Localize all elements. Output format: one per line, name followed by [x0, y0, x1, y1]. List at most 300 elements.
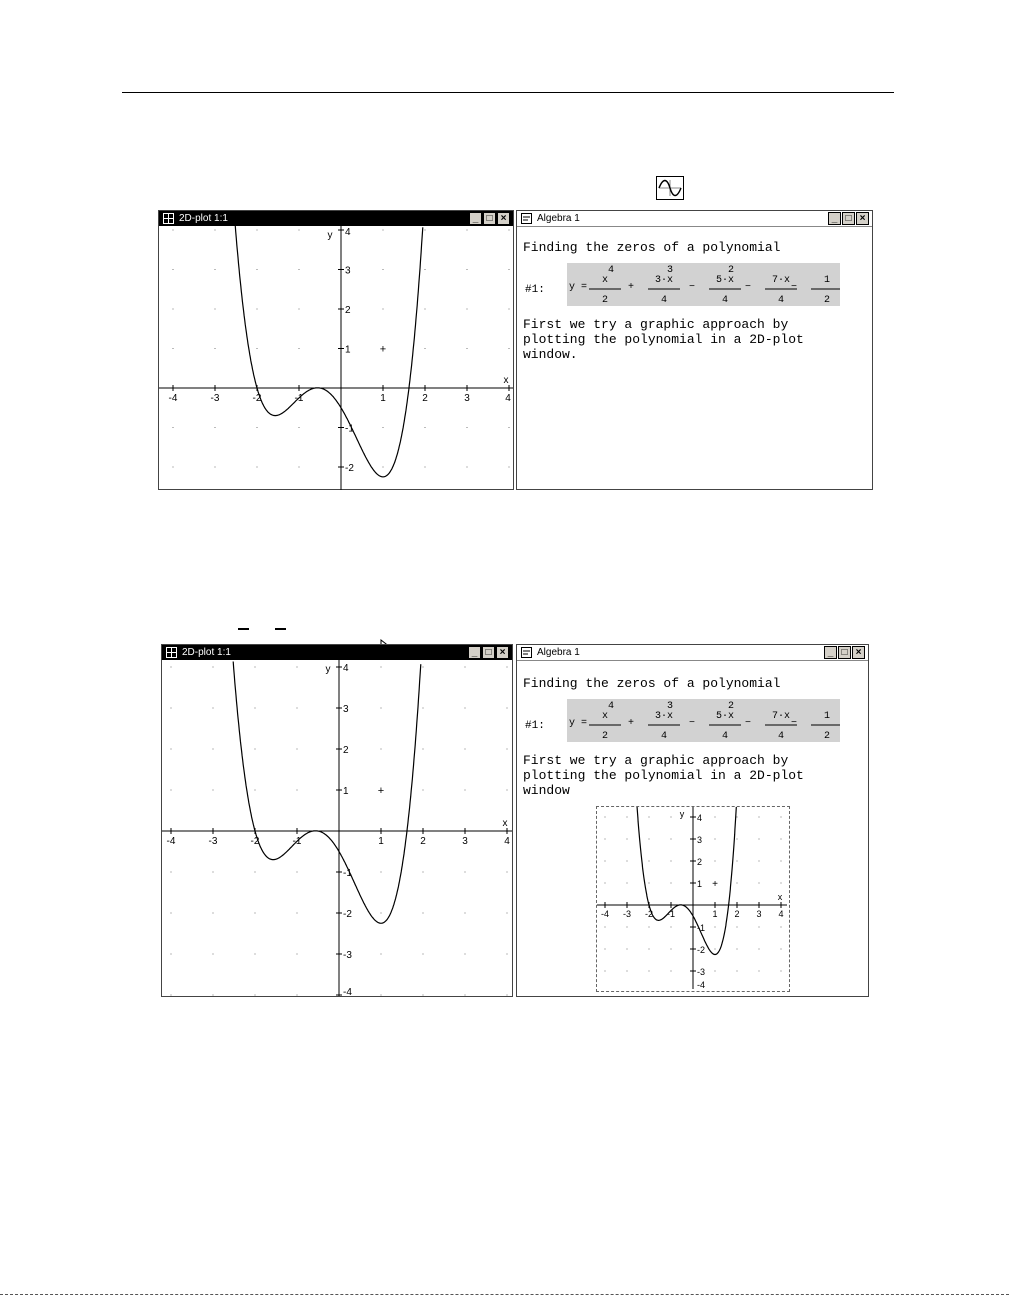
expression-numerator: 1: [823, 711, 831, 722]
expression-operator: −: [688, 718, 696, 729]
grid-dot: [215, 467, 216, 468]
expression-exponent: 2: [727, 701, 735, 712]
expression-denominator: 4: [660, 295, 668, 306]
y-tick-label: -2: [345, 463, 354, 474]
grid-dot: [423, 708, 424, 709]
grid-dot: [507, 667, 508, 668]
y-tick-label: -2: [343, 909, 352, 920]
expression-lhs: y =: [569, 718, 588, 729]
expression-denominator: 2: [601, 295, 609, 306]
grid-dot: [171, 708, 172, 709]
grid-dot: [759, 883, 760, 884]
grid-dot: [605, 927, 606, 928]
expression-denominator: 2: [823, 731, 831, 742]
grid-dot: [423, 995, 424, 996]
text-line: First we try a graphic approach by: [523, 753, 789, 768]
grid-dot: [467, 309, 468, 310]
grid-dot: [297, 667, 298, 668]
grid-dot: [173, 269, 174, 270]
grid-dot: [173, 467, 174, 468]
y-tick-label: 4: [343, 663, 349, 674]
grid-dot: [781, 817, 782, 818]
grid-dot: [649, 839, 650, 840]
expression-exponent: 3: [666, 701, 674, 712]
grid-dot: [671, 971, 672, 972]
grid-dot: [737, 839, 738, 840]
grid-dot: [507, 954, 508, 955]
expression-exponent: 4: [607, 265, 615, 276]
expression-numerator: 3·x: [654, 275, 674, 286]
y-tick-label: 2: [345, 305, 351, 316]
grid-dot: [649, 883, 650, 884]
expression-lhs: y =: [569, 282, 588, 293]
grid-dot: [627, 949, 628, 950]
expression-numerator: 1: [823, 275, 831, 286]
cross-marker: +: [377, 785, 385, 797]
grid-dot: [627, 861, 628, 862]
grid-dot: [671, 839, 672, 840]
grid-dot: [507, 913, 508, 914]
grid-dot: [381, 749, 382, 750]
grid-dot: [737, 949, 738, 950]
grid-dot: [215, 269, 216, 270]
grid-dot: [649, 861, 650, 862]
grid-dot: [383, 427, 384, 428]
plot-toolbar-icon[interactable]: [656, 176, 684, 200]
grid-dot: [381, 954, 382, 955]
grid-dot: [423, 790, 424, 791]
grid-dot: [509, 309, 510, 310]
grid-dot: [171, 872, 172, 873]
grid-dot: [759, 927, 760, 928]
window-title: 2D-plot 1:1: [182, 647, 231, 658]
x-tick-label: 1: [380, 393, 386, 404]
grid-dot: [255, 790, 256, 791]
grid-dot: [173, 348, 174, 349]
grid-dot: [465, 708, 466, 709]
grid-dot: [215, 427, 216, 428]
expression-operator: −: [790, 282, 798, 293]
grid-dot: [257, 309, 258, 310]
text-line: plotting the polynomial in a 2D-plot: [523, 332, 804, 347]
grid-dot: [649, 949, 650, 950]
x-tick-label: -4: [166, 836, 176, 847]
menu-underline-fragment: [235, 619, 295, 633]
maximize-button[interactable]: □: [838, 646, 851, 659]
grid-dot: [383, 467, 384, 468]
expression-numerator: x: [601, 711, 609, 722]
algebra-window-titlebar[interactable]: [517, 211, 872, 227]
grid-dot: [759, 861, 760, 862]
window-title: Algebra 1: [537, 647, 580, 658]
text-line: plotting the polynomial in a 2D-plot: [523, 768, 804, 783]
minimize-button[interactable]: _: [468, 646, 481, 659]
expression-numerator: 7·x: [771, 275, 791, 286]
x-tick-label: 3: [462, 836, 468, 847]
y-tick-label: 4: [697, 813, 703, 823]
grid-dot: [299, 269, 300, 270]
grid-dot: [425, 427, 426, 428]
x-axis-label: x: [502, 818, 508, 829]
algebra-heading: Finding the zeros of a polynomial: [523, 676, 781, 691]
maximize-button[interactable]: □: [482, 646, 495, 659]
expression-operator: −: [790, 718, 798, 729]
maximize-button[interactable]: □: [842, 212, 855, 225]
grid-dot: [671, 861, 672, 862]
grid-dot: [425, 230, 426, 231]
x-tick-label: 3: [464, 393, 470, 404]
grid-dot: [737, 927, 738, 928]
grid-dot: [423, 872, 424, 873]
grid-dot: [605, 883, 606, 884]
algebra-window-top[interactable]: [516, 210, 873, 490]
expression-label[interactable]: #1:: [525, 720, 545, 732]
y-tick-label: -4: [697, 980, 706, 989]
close-button[interactable]: ×: [496, 646, 509, 659]
plot-window-titlebar[interactable]: [162, 645, 512, 660]
grid-dot: [423, 954, 424, 955]
grid-dot: [467, 348, 468, 349]
grid-dot: [781, 927, 782, 928]
grid-dot: [781, 971, 782, 972]
algebra-window-bottom[interactable]: [516, 644, 869, 997]
grid-dot: [649, 927, 650, 928]
grid-dot: [171, 954, 172, 955]
expression-exponent: 3: [666, 265, 674, 276]
grid-dot: [759, 817, 760, 818]
expression-exponent: 2: [727, 265, 735, 276]
y-tick-label: 3: [343, 704, 349, 715]
algebra-heading: Finding the zeros of a polynomial: [523, 240, 781, 255]
expression-label[interactable]: #1:: [525, 284, 545, 296]
grid-dot: [299, 309, 300, 310]
plot-canvas[interactable]: [159, 226, 513, 490]
expression-denominator: 4: [721, 295, 729, 306]
grid-dot: [627, 927, 628, 928]
grid-dot: [213, 667, 214, 668]
grid-dot: [173, 309, 174, 310]
y-tick-label: 2: [697, 857, 703, 867]
grid-dot: [467, 269, 468, 270]
grid-dot: [213, 872, 214, 873]
grid-dot: [255, 708, 256, 709]
x-tick-label: 4: [778, 909, 784, 919]
y-axis-label: y: [679, 809, 685, 819]
x-tick-label: -2: [250, 836, 260, 847]
grid-dot: [255, 995, 256, 996]
grid-dot: [465, 954, 466, 955]
expression-1[interactable]: [567, 263, 840, 306]
grid-dot: [465, 913, 466, 914]
grid-dot: [781, 883, 782, 884]
grid-dot: [173, 230, 174, 231]
x-tick-label: -4: [168, 393, 178, 404]
grid-dot: [605, 971, 606, 972]
y-axis-label: y: [327, 230, 333, 241]
grid-dot: [507, 790, 508, 791]
grid-dot: [715, 971, 716, 972]
minimize-button[interactable]: _: [828, 212, 841, 225]
polynomial-curve: [235, 226, 423, 477]
grid-dot: [297, 995, 298, 996]
y-tick-label: -3: [697, 967, 706, 977]
grid-dot: [213, 790, 214, 791]
expression-numerator: 7·x: [771, 711, 791, 722]
grid-dot: [423, 667, 424, 668]
grid-dot: [737, 971, 738, 972]
cross-marker: +: [712, 879, 718, 890]
grid-dot: [381, 708, 382, 709]
x-tick-label: 3: [756, 909, 762, 919]
grid-dot: [297, 790, 298, 791]
grid-dot: [627, 817, 628, 818]
expression-operator: +: [627, 282, 635, 293]
polynomial-curve: [233, 662, 421, 924]
grid-dot: [297, 708, 298, 709]
grid-dot: [381, 995, 382, 996]
grid-dot: [649, 971, 650, 972]
cross-marker: +: [379, 343, 387, 356]
grid-dot: [465, 790, 466, 791]
grid-dot: [671, 949, 672, 950]
grid-dot: [715, 817, 716, 818]
grid-dot: [215, 230, 216, 231]
grid-dot: [423, 749, 424, 750]
expression-operator: −: [688, 282, 696, 293]
grid-dot: [257, 348, 258, 349]
expression-numerator: 5·x: [715, 711, 735, 722]
x-tick-label: -4: [600, 909, 610, 919]
y-tick-label: 2: [343, 745, 349, 756]
x-tick-label: -2: [252, 393, 262, 404]
expression-numerator: x: [601, 275, 609, 286]
plot-window-titlebar[interactable]: [159, 211, 513, 226]
grid-dot: [507, 995, 508, 996]
y-tick-label: -1: [345, 423, 354, 435]
grid-dot: [465, 995, 466, 996]
grid-dot: [297, 913, 298, 914]
y-tick-label: -3: [343, 950, 352, 961]
grid-dot: [255, 872, 256, 873]
expression-operator: +: [627, 718, 635, 729]
embedded-plot-object[interactable]: [596, 806, 790, 992]
grid-dot: [257, 467, 258, 468]
grid-dot: [715, 927, 716, 928]
window-title: Algebra 1: [537, 213, 580, 224]
grid-dot: [605, 839, 606, 840]
y-tick-label: 1: [343, 786, 349, 797]
grid-dot: [605, 861, 606, 862]
expression-1[interactable]: [567, 699, 840, 742]
header-rule: [122, 92, 894, 93]
y-tick-label: 4: [345, 227, 351, 238]
x-axis-label: x: [777, 892, 783, 902]
grid-dot: [759, 971, 760, 972]
grid-dot: [671, 883, 672, 884]
grid-dot: [759, 839, 760, 840]
grid-dot: [507, 749, 508, 750]
grid-dot: [509, 427, 510, 428]
x-tick-label: -1: [292, 836, 302, 847]
grid-dot: [781, 861, 782, 862]
grid-dot: [605, 949, 606, 950]
grid-dot: [381, 872, 382, 873]
grid-dot: [299, 427, 300, 428]
grid-dot: [255, 749, 256, 750]
grid-dot: [759, 949, 760, 950]
y-tick-label: -1: [343, 868, 352, 879]
expression-numerator: 5·x: [715, 275, 735, 286]
y-tick-label: -4: [343, 987, 352, 996]
expression-denominator: 4: [777, 295, 785, 306]
x-tick-label: -1: [294, 393, 304, 404]
algebra-icon: [521, 647, 532, 658]
grid-dot: [509, 269, 510, 270]
grid-dot: [171, 667, 172, 668]
expression-denominator: 4: [660, 731, 668, 742]
sine-wave-icon: [657, 177, 683, 199]
y-axis-label: y: [325, 664, 331, 675]
grid-dot: [509, 348, 510, 349]
maximize-button[interactable]: □: [483, 212, 496, 225]
expression-operator: −: [744, 718, 752, 729]
grid-dot: [383, 230, 384, 231]
grid-dot: [509, 230, 510, 231]
expression-denominator: 4: [721, 731, 729, 742]
grid-dot: [257, 427, 258, 428]
x-tick-label: -2: [644, 909, 654, 919]
grid-dot: [257, 269, 258, 270]
y-tick-label: 3: [697, 835, 703, 845]
plot-canvas[interactable]: [162, 660, 512, 996]
y-tick-label: 1: [697, 879, 703, 889]
grid-dot: [425, 348, 426, 349]
grid-dot: [171, 913, 172, 914]
expression-operator: −: [744, 282, 752, 293]
grid-dot: [381, 913, 382, 914]
grid-dot: [627, 971, 628, 972]
y-tick-label: 3: [345, 265, 351, 277]
grid-dot: [381, 667, 382, 668]
grid-dot: [467, 427, 468, 428]
grid-dot: [255, 913, 256, 914]
close-button[interactable]: ×: [497, 212, 510, 225]
x-tick-label: 2: [734, 909, 740, 919]
text-line: window: [523, 783, 570, 798]
expression-denominator: 2: [823, 295, 831, 306]
plot-window-bottom[interactable]: [161, 644, 513, 997]
grid-dot: [171, 749, 172, 750]
grid-dot: [255, 667, 256, 668]
grid-dot: [781, 949, 782, 950]
grid-dot: [171, 790, 172, 791]
grid-dot: [423, 913, 424, 914]
x-tick-label: -3: [210, 393, 220, 404]
text-line: window.: [523, 347, 578, 362]
grid-dot: [671, 817, 672, 818]
grid-dot: [299, 467, 300, 468]
x-tick-label: 1: [712, 909, 718, 919]
grid-dot: [383, 309, 384, 310]
grid-dot: [507, 872, 508, 873]
grid-dot: [605, 817, 606, 818]
grid-dot: [425, 309, 426, 310]
y-tick-label: -1: [697, 923, 706, 933]
x-tick-label: 1: [378, 836, 384, 847]
grid-dot: [737, 861, 738, 862]
grid-dot: [215, 348, 216, 349]
close-button[interactable]: ×: [852, 646, 865, 659]
grid-dot: [213, 954, 214, 955]
x-tick-label: -3: [208, 836, 218, 847]
grid-dot: [737, 883, 738, 884]
y-tick-label: 1: [345, 344, 351, 356]
grid-dot: [627, 883, 628, 884]
grid-dot: [213, 913, 214, 914]
expression-denominator: 4: [777, 731, 785, 742]
grid-dot: [213, 708, 214, 709]
grid-dot: [425, 269, 426, 270]
window-title: 2D-plot 1:1: [179, 213, 228, 224]
grid-dot: [465, 749, 466, 750]
grid-dot: [467, 230, 468, 231]
grid-dot: [215, 309, 216, 310]
expression-exponent: 4: [607, 701, 615, 712]
grid-dot: [781, 839, 782, 840]
expression-denominator: 2: [601, 731, 609, 742]
grid-dot: [171, 995, 172, 996]
grid-dot: [425, 467, 426, 468]
grid-dot: [627, 839, 628, 840]
close-button[interactable]: ×: [856, 212, 869, 225]
grid-icon: [163, 213, 174, 224]
grid-dot: [299, 230, 300, 231]
grid-dot: [297, 872, 298, 873]
text-line: First we try a graphic approach by: [523, 317, 789, 332]
grid-dot: [507, 708, 508, 709]
x-tick-label: -3: [622, 909, 632, 919]
x-tick-label: 4: [504, 836, 510, 847]
grid-dot: [383, 269, 384, 270]
x-tick-label: 4: [505, 393, 511, 404]
y-tick-label: -2: [697, 945, 706, 955]
grid-dot: [213, 749, 214, 750]
plot-window-top[interactable]: [158, 210, 514, 490]
grid-dot: [213, 995, 214, 996]
expression-numerator: 3·x: [654, 711, 674, 722]
footer-rule: [0, 1294, 1009, 1295]
algebra-icon: [521, 213, 532, 224]
grid-dot: [715, 949, 716, 950]
x-tick-label: -1: [666, 909, 676, 919]
minimize-button[interactable]: _: [824, 646, 837, 659]
minimize-button[interactable]: _: [469, 212, 482, 225]
grid-dot: [465, 667, 466, 668]
grid-dot: [255, 954, 256, 955]
grid-dot: [715, 861, 716, 862]
x-tick-label: 2: [422, 393, 428, 404]
polynomial-curve: [637, 807, 736, 955]
grid-dot: [715, 839, 716, 840]
grid-dot: [509, 467, 510, 468]
embedded-plot-canvas[interactable]: [597, 807, 787, 989]
grid-dot: [467, 467, 468, 468]
algebra-window-titlebar[interactable]: [517, 645, 868, 661]
x-axis-label: x: [503, 375, 509, 386]
grid-dot: [737, 817, 738, 818]
x-tick-label: 2: [420, 836, 426, 847]
grid-dot: [649, 817, 650, 818]
